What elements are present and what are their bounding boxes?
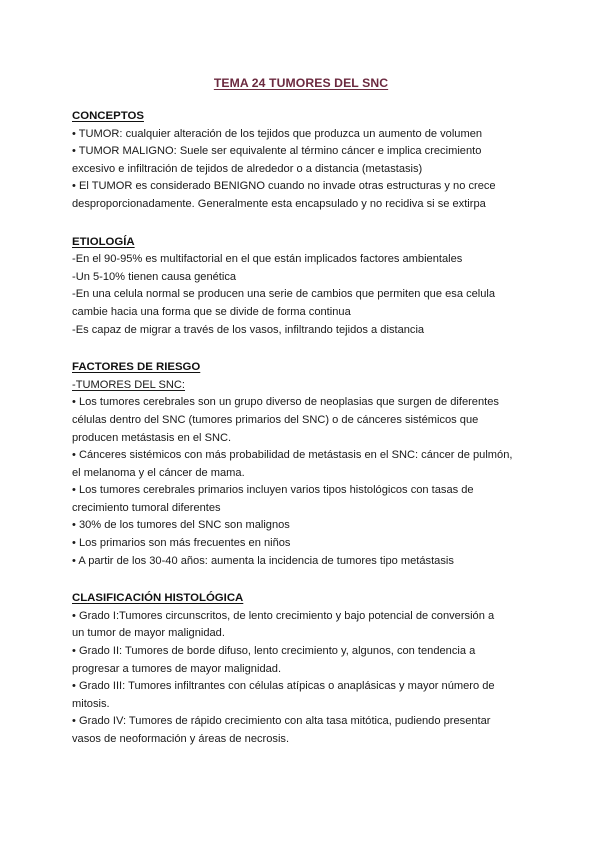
section-factores-de-riesgo [72,359,530,570]
factores-line: • Los primarios son más frecuentes en niños [72,537,291,550]
conceptos-line: excesivo e infiltración de tejidos de alrededor o a distancia (metastasis) [72,162,423,175]
factores-line: crecimiento tumoral diferentes [72,501,221,514]
factores-line: • Cánceres sistémicos con más probabilidad de metástasis en el SNC: cáncer de pulmón, [72,449,513,462]
clasificacion-line: progresar a tumores de mayor malignidad. [72,662,282,675]
section-heading-etiologia: ETIOLOGÍA [72,235,135,248]
section-clasificacion-histologica [72,590,530,748]
clasificacion-line: • Grado III: Tumores infiltrantes con células atípicas o anaplásicas y mayor número de [72,680,495,693]
section-conceptos [72,108,530,214]
etiologia-line: -En una celula normal se producen una serie de cambios que permiten que esa celula [72,288,496,301]
section-heading-factores: FACTORES DE RIESGO [72,361,201,374]
factores-line: • Los tumores cerebrales son un grupo diverso de neoplasias que surgen de diferentes [72,396,499,409]
section-etiologia [72,234,530,340]
section-heading-conceptos: CONCEPTOS [72,110,144,122]
subheading-tumores-snc: -TUMORES DEL SNC: [72,378,186,391]
etiologia-line: -Es capaz de migrar a través de los vasos, infiltrando tejidos a distancia [72,323,425,336]
factores-line: el melanoma y el cáncer de mama. [72,466,245,479]
clasificacion-line: • Grado I:Tumores circunscritos, de lento crecimiento y bajo potencial de conversión a [72,609,495,622]
conceptos-line: • TUMOR MALIGNO: Suele ser equivalente al término cáncer e implica crecimiento [72,145,482,158]
etiologia-line: -Un 5-10% tienen causa genética [72,270,237,283]
conceptos-line: • TUMOR: cualquier alteración de los tejidos que produzca un aumento de volumen [72,127,483,140]
etiologia-line: -En el 90-95% es multifactorial en el que están implicados factores ambientales [72,253,463,266]
clasificacion-line: mitosis. [72,697,110,710]
factores-line: células dentro del SNC (tumores primarios del SNC) o de cánceres sistémicos que [72,413,479,426]
conceptos-line: • El TUMOR es considerado BENIGNO cuando no invade otras estructuras y no crece [72,180,496,193]
clasificacion-line: • Grado II: Tumores de borde difuso, lento crecimiento y, algunos, con tendencia a [72,645,476,658]
factores-line: • Los tumores cerebrales primarios incluyen varios tipos histológicos con tasas de [72,484,474,497]
clasificacion-line: vasos de neoformación y áreas de necrosis. [72,733,290,745]
factores-line: • A partir de los 30-40 años: aumenta la incidencia de tumores tipo metástasis [72,554,454,567]
document-title: TEMA 24 TUMORES DEL SNC [213,76,389,90]
section-heading-clasificacion: CLASIFICACIÓN HISTOLÓGICA [72,592,244,605]
factores-line: producen metástasis en el SNC. [72,431,232,444]
etiologia-line: cambie hacia una forma que se divide de forma continua [72,305,351,318]
clasificacion-line: • Grado IV: Tumores de rápido crecimiento con alta tasa mitótica, pudiendo presentar [72,715,491,728]
conceptos-line: desproporcionadamente. Generalmente esta encapsulado y no recidiva si se extirpa [72,197,486,210]
clasificacion-line: un tumor de mayor malignidad. [72,627,225,640]
factores-line: • 30% de los tumores del SNC son malignos [72,519,290,532]
